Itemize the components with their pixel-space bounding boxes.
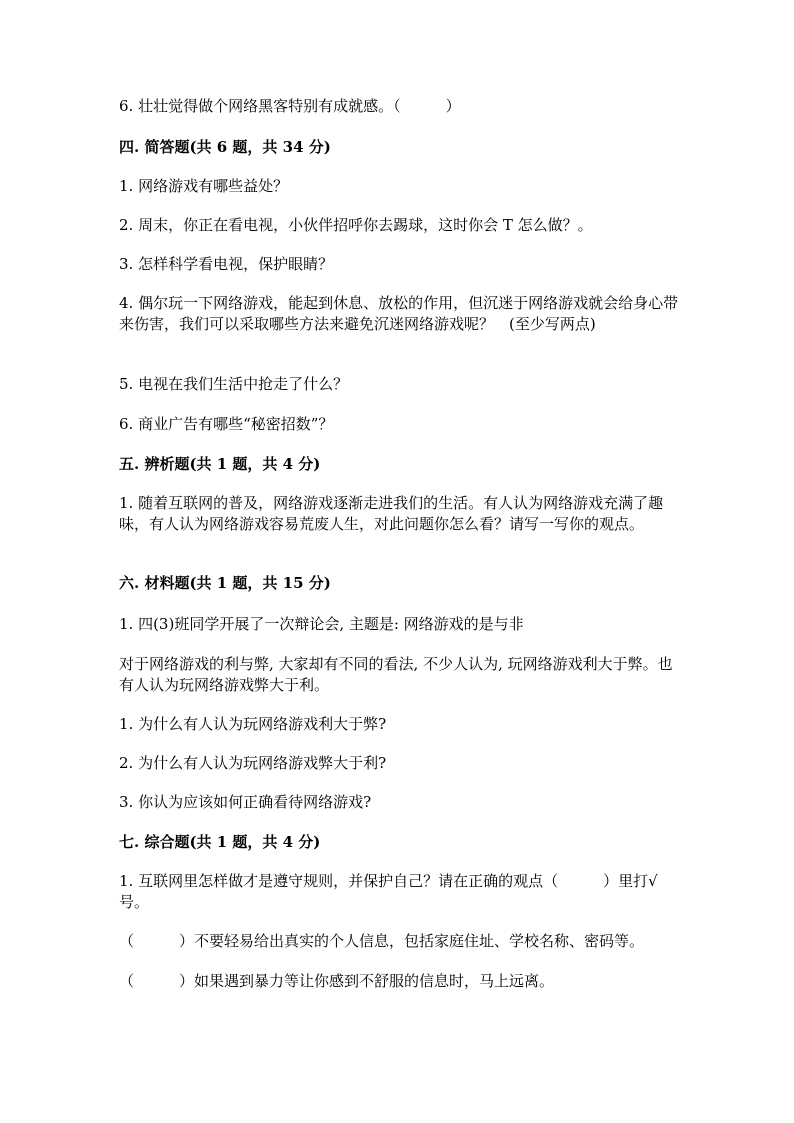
section-7-question-1: 1. 互联网里怎样做才是遵守规则，并保护自己？请在正确的观点（ ）里打√号。 — [119, 872, 658, 911]
section-6-sub-question-2: 2. 为什么有人认为玩网络游戏弊大于利? — [119, 754, 387, 772]
question-6-judgement: 6. 壮壮觉得做个网络黑客特别有成就感。（ ） — [119, 97, 461, 115]
section-4-question-4: 4. 偶尔玩一下网络游戏，能起到休息、放松的作用，但沉迷于网络游戏就会给身心带来伤害，我们可以采取哪些方法来避免沉迷网络游戏呢？ (至少写两点) — [119, 294, 679, 333]
section-5-question-1: 1. 随着互联网的普及，网络游戏逐渐走进我们的生活。有人认为网络游戏充满了趣味，有人认为网络游戏容易荒废人生，对此问题你怎么看？请写一写你的观点。 — [119, 494, 664, 533]
section-6-sub-question-3: 3. 你认为应该如何正确看待网络游戏? — [119, 793, 372, 811]
section-7-option-1: （ ）不要轻易给出真实的个人信息，包括家庭住址、学校名称、密码等。 — [119, 932, 645, 950]
section-4-question-3: 3. 怎样科学看电视，保护眼睛？ — [119, 255, 334, 273]
section-7-title: 七. 综合题(共 1 题，共 4 分) — [119, 833, 321, 851]
section-5-title: 五. 辨析题(共 1 题，共 4 分) — [119, 455, 321, 473]
section-6-sub-question-1: 1. 为什么有人认为玩网络游戏利大于弊? — [119, 715, 387, 733]
section-4-question-6: 6. 商业广告有哪些“秘密招数”？ — [119, 415, 334, 433]
section-4-question-1: 1. 网络游戏有哪些益处？ — [119, 177, 289, 195]
section-4-title: 四. 简答题(共 6 题，共 34 分) — [119, 138, 331, 156]
section-7-option-2: （ ）如果遇到暴力等让你感到不舒服的信息时，马上远离。 — [119, 972, 555, 990]
section-4-question-2: 2. 周末，你正在看电视，小伙伴招呼你去踢球，这时你会 T 怎么做？。 — [119, 216, 593, 234]
section-6-question-1: 1. 四(3)班同学开展了一次辩论会, 主题是: 网络游戏的是与非 — [119, 615, 524, 633]
section-4-question-5: 5. 电视在我们生活中抢走了什么？ — [119, 375, 349, 393]
section-6-title: 六. 材料题(共 1 题，共 15 分) — [119, 574, 331, 592]
section-6-material-text: 对于网络游戏的利与弊, 大家却有不同的看法, 不少人认为, 玩网络游戏利大于弊。也有人认为玩网络游戏弊大于利。 — [119, 655, 673, 694]
